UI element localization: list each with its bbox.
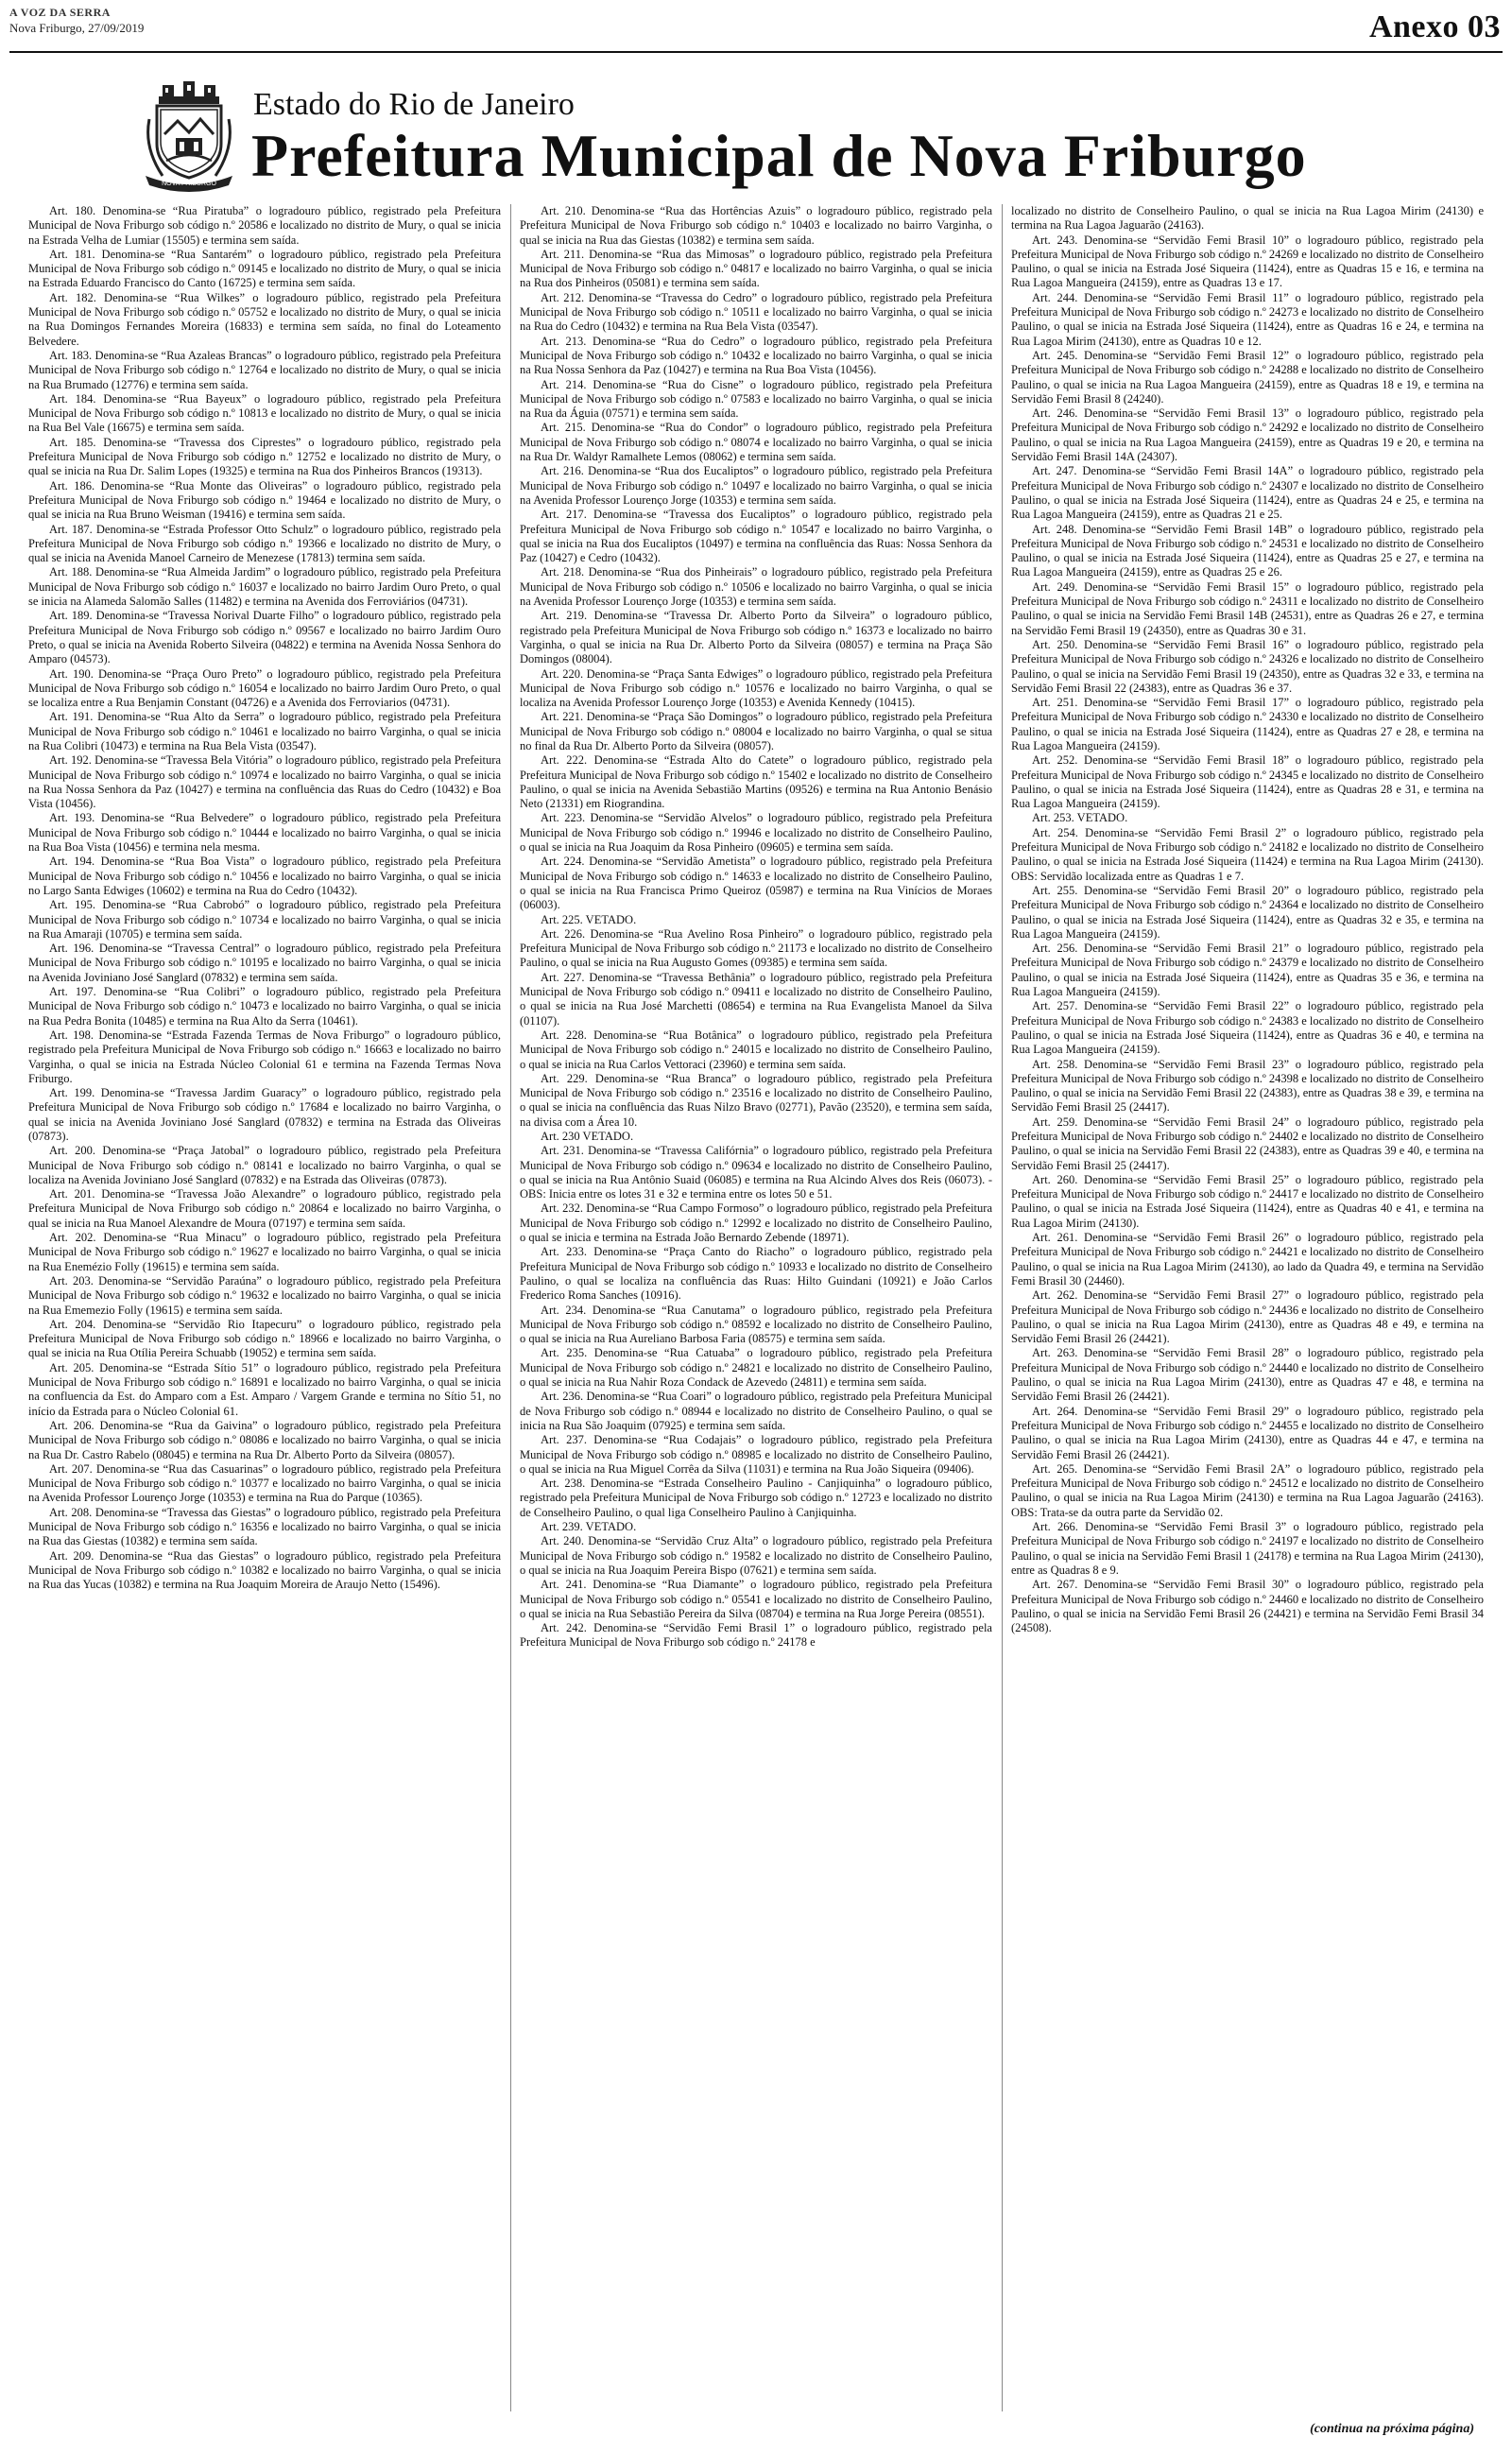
article-paragraph: Art. 183. Denomina-se “Rua Azaleas Brancas” o logradouro público, registrado pela Prefeitura Municipal de Nova Friburgo sob código n.º 12764 e localizado no distrito de Mury, o qual se inicia na Rua Brumado (12776) e termina sem saída. [28,348,501,391]
article-paragraph: Art. 267. Denomina-se “Servidão Femi Brasil 30” o logradouro público, registrado pela Prefeitura Municipal de Nova Friburgo sob código n.º 24460 e localizado no distrito de Conselheiro Paulino, o qual se inicia na Servidão Femi Brasil 26 (24421) e termina na Servidão Femi Brasil 34 (24508). [1011,1578,1484,1635]
article-paragraph: Art. 205. Denomina-se “Estrada Sítio 51” o logradouro público, registrado pela Prefeitura Municipal de Nova Friburgo sob código n.º 16891 e localizado no bairro Varginha, o qual se inicia na confluencia da Est. do Amparo com a Est. Amparo / Vargem Grande e termina no Sítio 51, no início da Estrada para o Núcleo Colonial 61. [28,1360,501,1418]
article-paragraph: Art. 247. Denomina-se “Servidão Femi Brasil 14A” o logradouro público, registrado pela Prefeitura Municipal de Nova Friburgo sob código n.º 24307 e localizado no distrito de Conselheiro Paulino, o qual se inicia na Estrada José Siqueira (11424), entre as Quadras 24 e 25, e termina na Rua Lagoa Mangueira (24159), entre as Quadras 21 e 25. [1011,464,1484,522]
article-paragraph: Art. 202. Denomina-se “Rua Minacu” o logradouro público, registrado pela Prefeitura Municipal de Nova Friburgo sob código n.º 19627 e localizado no bairro Varginha, o qual se inicia na Rua Enemézio Folly (19615) e termina sem saída. [28,1231,501,1273]
article-paragraph: Art. 193. Denomina-se “Rua Belvedere” o logradouro público, registrado pela Prefeitura Municipal de Nova Friburgo sob código n.º 10444 e localizado no bairro Varginha, o qual se inicia na Rua Boa Vista (10456) e termina nela mesma. [28,811,501,855]
article-paragraph: Art. 194. Denomina-se “Rua Boa Vista” o logradouro público, registrado pela Prefeitura Municipal de Nova Friburgo sob código n.º 10456 e localizado no bairro Varginha, o qual se inicia no Largo Santa Edwiges (10602) e termina na Rua do Cedro (10432). [28,855,501,897]
article-paragraph: Art. 185. Denomina-se “Travessa dos Ciprestes” o logradouro público, registrado pela Prefeitura Municipal de Nova Friburgo sob código n.º 12752 e localizado no distrito de Mury, o qual se inicia na Rua Dr. Salim Lopes (19325) e termina na Rua dos Pinheiros Brancos (19313). [28,435,501,478]
text-column-3 [1011,204,1484,2416]
article-columns [28,204,1484,2416]
article-paragraph: Art. 249. Denomina-se “Servidão Femi Brasil 15” o logradouro público, registrado pela Prefeitura Municipal de Nova Friburgo sob código n.º 24311 e localizado no distrito de Conselheiro Paulino, o qual se inicia na Servidão Femi Brasil 14B (24531), entre as Quadras 26 e 27, e termina na Servidão Femi Brasil 19 (24350), entre as Quadras 30 e 31. [1011,579,1484,637]
article-paragraph: Art. 225. VETADO. [541,912,637,926]
newspaper-name: A VOZ DA SERRA [9,6,111,19]
article-paragraph: Art. 211. Denomina-se “Rua das Mimosas” o logradouro público, registrado pela Prefeitura Municipal de Nova Friburgo sob código n.º 04817 e localizado no bairro Varginha, o qual se inicia na Rua dos Pinheiros (05081) e termina sem saída. [520,247,992,290]
article-paragraph: Art. 230 VETADO. [541,1130,634,1143]
article-paragraph: Art. 186. Denomina-se “Rua Monte das Oliveiras” o logradouro público, registrado pela Prefeitura Municipal de Nova Friburgo sob código n.º 19464 e localizado no distrito de Mury, o qual se inicia na Rua Bruno Weisman (19416) e termina sem saída. [28,478,501,522]
continued-note: (continua na próxima página) [1310,2422,1474,2436]
article-paragraph: Art. 252. Denomina-se “Servidão Femi Brasil 18” o logradouro público, registrado pela Prefeitura Municipal de Nova Friburgo sob código n.º 24345 e localizado no distrito de Conselheiro Paulino, o qual se inicia na Estrada José Siqueira (11424), entre as Quadras 28 e 31, e termina na Rua Lagoa Mangueira (24159). [1011,753,1484,811]
state-name: Estado do Rio de Janeiro [253,87,575,122]
article-paragraph: Art. 209. Denomina-se “Rua das Giestas” o logradouro público, registrado pela Prefeitura Municipal de Nova Friburgo sob código n.º 10382 e localizado no bairro Varginha, o qual se inicia na Rua das Yucas (10382) e termina na Rua Joaquim Moreira de Araujo Netto (15496). [28,1548,501,1592]
article-paragraph: Art. 261. Denomina-se “Servidão Femi Brasil 26” o logradouro público, registrado pela Prefeitura Municipal de Nova Friburgo sob código n.º 24421 e localizado no distrito de Conselheiro Paulino, o qual se inicia na Rua Lagoa Mirim (24130), ao lado da Quadra 49, e termina na Servidão Femi Brasil 30 (24460). [1011,1231,1484,1287]
article-paragraph: Art. 198. Denomina-se “Estrada Fazenda Termas de Nova Friburgo” o logradouro público, registrado pela Prefeitura Municipal de Nova Friburgo sob código n.º 16663 e localizado no bairro Varginha, o qual se inicia na Estrada Núcleo Colonial 61 e termina na Fazenda Termas Nova Friburgo. [28,1028,501,1085]
article-paragraph: Art. 215. Denomina-se “Rua do Condor” o logradouro público, registrado pela Prefeitura Municipal de Nova Friburgo sob código n.º 08074 e localizado no bairro Varginha, o qual se inicia na Rua Dr. Waldyr Ramalhete Lemos (08062) e termina sem saída. [520,421,992,464]
article-paragraph: Art. 221. Denomina-se “Praça São Domingos” o logradouro público, registrado pela Prefeitura Municipal de Nova Friburgo sob código n.º 08004 e localizado no bairro Varginha, o qual se situa no final da Rua Dr. Alberto Porto da Silveira (08057). [520,710,992,752]
article-paragraph: Art. 232. Denomina-se “Rua Campo Formoso” o logradouro público, registrado pela Prefeitura Municipal de Nova Friburgo sob código n.º 12992 e localizado no distrito de Conselheiro Paulino, o qual se inicia e termina na Estrada João Bernardo Zebende (18971). [520,1201,992,1245]
article-paragraph: Art. 255. Denomina-se “Servidão Femi Brasil 20” o logradouro público, registrado pela Prefeitura Municipal de Nova Friburgo sob código n.º 24364 e localizado no distrito de Conselheiro Paulino, o qual se inicia na Estrada José Siqueira (11424), entre as Quadras 32 e 35, e termina na Rua Lagoa Mangueira (24159). [1011,883,1484,941]
annex-label: Anexo 03 [1368,9,1501,44]
article-paragraph: Art. 257. Denomina-se “Servidão Femi Brasil 22” o logradouro público, registrado pela Prefeitura Municipal de Nova Friburgo sob código n.º 24383 e localizado no distrito de Conselheiro Paulino, o qual se inicia na Estrada José Siqueira (11424), entre as Quadras 36 e 40, e termina na Rua Lagoa Mangueira (24159). [1011,999,1484,1057]
article-paragraph: Art. 219. Denomina-se “Travessa Dr. Alberto Porto da Silveira” o logradouro público, registrado pela Prefeitura Municipal de Nova Friburgo sob código n.º 16373 e localizado no bairro Varginha, o qual se inicia na Rua Dr. Alberto Porto da Silveira (08057) e termina na Praça São Domingos (08004). [520,609,992,666]
edition-date: Nova Friburgo, 27/09/2019 [9,21,145,35]
article-paragraph: Art. 248. Denomina-se “Servidão Femi Brasil 14B” o logradouro público, registrado pela Prefeitura Municipal de Nova Friburgo sob código n.º 24531 e localizado no distrito de Conselheiro Paulino, o qual se inicia na Estrada José Siqueira (11424), entre as Quadras 25 e 27, e termina na Rua Lagoa Mangueira (24159), entre as Quadras 25 e 26. [1011,522,1484,579]
article-paragraph: Art. 191. Denomina-se “Rua Alto da Serra” o logradouro público, registrado pela Prefeitura Municipal de Nova Friburgo sob código n.º 10461 e localizado no bairro Varginha, o qual se inicia na Rua Colibri (10473) e termina na Rua Bela Vista (03547). [28,710,501,752]
article-paragraph: Art. 212. Denomina-se “Travessa do Cedro” o logradouro público, registrado pela Prefeitura Municipal de Nova Friburgo sob código n.º 10511 e localizado no bairro Varginha, o qual se inicia na Rua do Cedro (10432) e termina na Rua Bela Vista (03547). [520,290,992,334]
article-paragraph: Art. 263. Denomina-se “Servidão Femi Brasil 28” o logradouro público, registrado pela Prefeitura Municipal de Nova Friburgo sob código n.º 24440 e localizado no distrito de Conselheiro Paulino, o qual se inicia na Rua Lagoa Mirim (24130), entre as Quadras 47 e 48, e termina na Servidão Femi Brasil 26 (24421). [1011,1346,1484,1404]
article-paragraph: Art. 188. Denomina-se “Rua Almeida Jardim” o logradouro público, registrado pela Prefeitura Municipal de Nova Friburgo sob código n.º 16037 e localizado no bairro Jardim Ouro Preto, o qual se inicia na Alameda Salomão Salles (11482) e termina na Avenida dos Ferroviários (04731). [28,565,501,609]
article-paragraph: Art. 189. Denomina-se “Travessa Norival Duarte Filho” o logradouro público, registrado pela Prefeitura Municipal de Nova Friburgo sob código n.º 09567 e localizado no bairro Jardim Ouro Preto, o qual se inicia na Avenida Roberto Silveira (04822) e termina na Avenida Nossa Senhora do Amparo (04573). [28,609,501,666]
article-paragraph: Art. 207. Denomina-se “Rua das Casuarinas” o logradouro público, registrado pela Prefeitura Municipal de Nova Friburgo sob código n.º 10377 e localizado no bairro Varginha, o qual se inicia na Avenida Professor Lourenço Jorge (10353) e termina na Rua do Parque (10365). [28,1461,501,1505]
article-paragraph: Art. 231. Denomina-se “Travessa Califórnia” o logradouro público, registrado pela Prefeitura Municipal de Nova Friburgo sob código n.º 09634 e localizado no distrito de Conselheiro Paulino, o qual se inicia na Rua Antônio Suaid (06085) e termina na Rua Alcindo Alves dos Reis (06073). - OBS: Inicia entre os lotes 31 e 32 e termina entre os lotes 50 e 51. [520,1144,992,1201]
article-paragraph: Art. 236. Denomina-se “Rua Coari” o logradouro público, registrado pela Prefeitura Municipal de Nova Friburgo sob código n.º 08944 e localizado no distrito de Conselheiro Paulino, o qual se inicia na Rua São Joaquim (07925) e termina sem saída. [520,1390,992,1432]
article-paragraph: Art. 260. Denomina-se “Servidão Femi Brasil 25” o logradouro público, registrado pela Prefeitura Municipal de Nova Friburgo sob código n.º 24417 e localizado no distrito de Conselheiro Paulino, o qual se inicia na Estrada José Siqueira (11424), entre as Quadras 40 e 41, e termina na Rua Lagoa Mirim (24130). [1011,1172,1484,1230]
page-title: Prefeitura Municipal de Nova Friburgo [251,122,1307,189]
article-paragraph: Art. 229. Denomina-se “Rua Branca” o logradouro público, registrado pela Prefeitura Municipal de Nova Friburgo sob código n.º 23516 e localizado no distrito de Conselheiro Paulino, o qual se inicia na confluência das Ruas Nilzo Bravo (02771), Pavão (23520), e termina sem saída, na divisa com a Área 10. [520,1071,992,1129]
article-paragraph: Art. 226. Denomina-se “Rua Avelino Rosa Pinheiro” o logradouro público, registrado pela Prefeitura Municipal de Nova Friburgo sob código n.º 21173 e localizado no distrito de Conselheiro Paulino, o qual se inicia na Rua Augusto Gomes (09385) e termina sem saída. [520,926,992,970]
masthead [142,76,1370,199]
article-paragraph: Art. 224. Denomina-se “Servidão Ametista” o logradouro público, registrado pela Prefeitura Municipal de Nova Friburgo sob código n.º 14633 e localizado no distrito de Conselheiro Paulino, o qual se inicia na Rua Francisca Primo Queiroz (05987) e termina na Rua Vinícios de Moraes (06003). [520,855,992,912]
article-paragraph: Art. 203. Denomina-se “Servidão Paraúna” o logradouro público, registrado pela Prefeitura Municipal de Nova Friburgo sob código n.º 19632 e localizado no bairro Varginha, o qual se inicia na Rua Ememezio Folly (19615) e termina sem saída. [28,1273,501,1317]
article-paragraph: Art. 233. Denomina-se “Praça Canto do Riacho” o logradouro público, registrado pela Prefeitura Municipal de Nova Friburgo sob código n.º 10933 e localizado no distrito de Conselheiro Paulino, o qual se localiza na confluência das Ruas: Hilto Guindani (10921) e João Carlos Frederico Roma Sanches (10916). [520,1245,992,1303]
article-paragraph: Art. 234. Denomina-se “Rua Canutama” o logradouro público, registrado pela Prefeitura Municipal de Nova Friburgo sob código n.º 08592 e localizado no distrito de Conselheiro Paulino, o qual se inicia na Rua Aureliano Barbosa Faria (08575) e termina sem saída. [520,1303,992,1346]
article-paragraph: Art. 201. Denomina-se “Travessa João Alexandre” o logradouro público, registrado pela Prefeitura Municipal de Nova Friburgo sob código n.º 20864 e localizado no bairro Varginha, o qual se inicia na Rua Manoel Alexandre de Moura (07197) e termina sem saída. [28,1187,501,1230]
article-paragraph: Art. 190. Denomina-se “Praça Ouro Preto” o logradouro público, registrado pela Prefeitura Municipal de Nova Friburgo sob código n.º 16054 e localizado no bairro Jardim Ouro Preto, o qual se localiza entre a Rua Benjamin Constant (04726) e a Avenida dos Ferroviarios (04731). [28,666,501,710]
article-paragraph: Art. 264. Denomina-se “Servidão Femi Brasil 29” o logradouro público, registrado pela Prefeitura Municipal de Nova Friburgo sob código n.º 24455 e localizado no distrito de Conselheiro Paulino, o qual se inicia na Rua Lagoa Mirim (24130), entre as Quadras 44 e 47, e termina na Servidão Femi Brasil 26 (24421). [1011,1404,1484,1461]
article-paragraph: Art. 250. Denomina-se “Servidão Femi Brasil 16” o logradouro público, registrado pela Prefeitura Municipal de Nova Friburgo sob código n.º 24326 e localizado no distrito de Conselheiro Paulino, o qual se inicia na Servidão Femi Brasil 19 (24350), entre as Quadras 32 e 33, e termina na Servidão Femi Brasil 22 (24383), entre as Quadras 36 e 37. [1011,637,1484,695]
text-column-1 [28,204,501,2416]
article-paragraph: Art. 196. Denomina-se “Travessa Central” o logradouro público, registrado pela Prefeitura Municipal de Nova Friburgo sob código n.º 10195 e localizado no bairro Varginha, o qual se inicia na Avenida Joviniano José Sanglard (07832) e termina sem saída. [28,942,501,984]
article-paragraph: Art. 244. Denomina-se “Servidão Femi Brasil 11” o logradouro público, registrado pela Prefeitura Municipal de Nova Friburgo sob código n.º 24273 e localizado no distrito de Conselheiro Paulino, o qual se inicia na Estrada José Siqueira (11424), entre as Quadras 16 e 24, e termina na Rua Lagoa Mirim (24130), entre as Quadras 10 e 12. [1011,290,1484,348]
article-paragraph: Art. 204. Denomina-se “Servidão Rio Itapecuru” o logradouro público, registrado pela Prefeitura Municipal de Nova Friburgo sob código n.º 18966 e localizado no bairro Varginha, o qual se inicia na Rua Otília Pereira Schuabb (19052) e termina sem saída. [28,1317,501,1360]
article-paragraph: Art. 258. Denomina-se “Servidão Femi Brasil 23” o logradouro público, registrado pela Prefeitura Municipal de Nova Friburgo sob código n.º 24398 e localizado no distrito de Conselheiro Paulino, o qual se inicia na Servidão Femi Brasil 22 (24383), entre as Quadras 38 e 39, e termina na Servidão Femi Brasil 25 (24417). [1011,1057,1484,1115]
article-paragraph: Art. 206. Denomina-se “Rua da Gaivina” o logradouro público, registrado pela Prefeitura Municipal de Nova Friburgo sob código n.º 08086 e localizado no bairro Varginha, o qual se inicia na Rua Dr. Castro Rabelo (08045) e termina na Rua Dr. Alberto Porto da Silveira (08057). [28,1418,501,1461]
article-paragraph: Art. 246. Denomina-se “Servidão Femi Brasil 13” o logradouro público, registrado pela Prefeitura Municipal de Nova Friburgo sob código n.º 24292 e localizado no distrito de Conselheiro Paulino, o qual se inicia na Rua Lagoa Mangueira (24159), entre as Quadras 19 e 20, e termina na Servidão Femi Brasil 14A (24307). [1011,406,1484,464]
article-paragraph: Art. 223. Denomina-se “Servidão Alvelos” o logradouro público, registrado pela Prefeitura Municipal de Nova Friburgo sob código n.º 19946 e localizado no distrito de Conselheiro Paulino, o qual se inicia na Rua Joaquim da Rosa Pinheiro (09605) e termina sem saída. [520,811,992,855]
article-paragraph: Art. 259. Denomina-se “Servidão Femi Brasil 24” o logradouro público, registrado pela Prefeitura Municipal de Nova Friburgo sob código n.º 24402 e localizado no distrito de Conselheiro Paulino, o qual se inicia na Servidão Femi Brasil 22 (24383), entre as Quadras 39 e 40, e termina na Servidão Femi Brasil 25 (24417). [1011,1115,1484,1172]
article-paragraph: Art. 240. Denomina-se “Servidão Cruz Alta” o logradouro público, registrado pela Prefeitura Municipal de Nova Friburgo sob código n.º 19582 e localizado no distrito de Conselheiro Paulino, o qual se inicia na Rua Joaquim Pereira Bispo (07621) e termina sem saída. [520,1534,992,1577]
article-paragraph: Art. 241. Denomina-se “Rua Diamante” o logradouro público, registrado pela Prefeitura Municipal de Nova Friburgo sob código n.º 05541 e localizado no distrito de Conselheiro Paulino, o qual se inicia na Rua Sebastião Pereira da Silva (08704) e termina na Rua Jorge Pereira (08551). [520,1578,992,1620]
article-paragraph: Art. 243. Denomina-se “Servidão Femi Brasil 10” o logradouro público, registrado pela Prefeitura Municipal de Nova Friburgo sob código n.º 24269 e localizado no distrito de Conselheiro Paulino, o qual se inicia na Estrada José Siqueira (11424), entre as Quadras 15 e 16, e termina na Rua Lagoa Mangueira (24159), entre as Quadras 13 e 17. [1011,233,1484,290]
article-paragraph: Art. 256. Denomina-se “Servidão Femi Brasil 21” o logradouro público, registrado pela Prefeitura Municipal de Nova Friburgo sob código n.º 24379 e localizado no distrito de Conselheiro Paulino, o qual se inicia na Estrada José Siqueira (11424), entre as Quadras 35 e 36, e termina na Rua Lagoa Mangueira (24159). [1011,942,1484,999]
article-paragraph: Art. 182. Denomina-se “Rua Wilkes” o logradouro público, registrado pela Prefeitura Municipal de Nova Friburgo sob código n.º 05752 e localizado no distrito de Mury, o qual se inicia na Rua Domingos Fernandes Moreira (16833) e termina sem saída, no final do Loteamento Belvedere. [28,290,501,348]
article-paragraph: Art. 262. Denomina-se “Servidão Femi Brasil 27” o logradouro público, registrado pela Prefeitura Municipal de Nova Friburgo sob código n.º 24436 e localizado no distrito de Conselheiro Paulino, o qual se inicia na Rua Lagoa Mirim (24130), entre as Quadras 48 e 49, e termina na Servidão Femi Brasil 26 (24421). [1011,1288,1484,1346]
article-paragraph: Art. 235. Denomina-se “Rua Catuaba” o logradouro público, registrado pela Prefeitura Municipal de Nova Friburgo sob código n.º 24821 e localizado no distrito de Conselheiro Paulino, o qual se inicia na Rua Nahir Roza Condack de Azevedo (24811) e termina sem saída. [520,1346,992,1390]
article-paragraph: Art. 254. Denomina-se “Servidão Femi Brasil 2” o logradouro público, registrado pela Prefeitura Municipal de Nova Friburgo sob código n.º 24182 e localizado no distrito de Conselheiro Paulino, o qual se inicia na Estrada José Siqueira (11424) e termina na Rua Lagoa Mirim (24130). OBS: Servidão localizada entre as Quadras 1 e 7. [1011,825,1484,883]
article-paragraph: Art. 253. VETADO. [1032,811,1128,825]
article-paragraph: Art. 228. Denomina-se “Rua Botânica” o logradouro público, registrado pela Prefeitura Municipal de Nova Friburgo sob código n.º 24015 e localizado no distrito de Conselheiro Paulino, o qual se inicia na Rua Carlos Vettoraci (23960) e termina sem saída. [520,1028,992,1071]
article-paragraph: Art. 222. Denomina-se “Estrada Alto do Catete” o logradouro público, registrado pela Prefeitura Municipal de Nova Friburgo sob código n.º 15402 e localizado no distrito de Conselheiro Paulino, o qual se inicia na Avenida Sebastião Martins (09526) e termina na Rua Antonio Benásio Neto (21331) em Riograndina. [520,753,992,811]
article-paragraph: Art. 238. Denomina-se “Estrada Conselheiro Paulino - Canjiquinha” o logradouro público, registrado pela Prefeitura Municipal de Nova Friburgo sob código n.º 12723 e localizado no distrito de Conselheiro Paulino, o qual liga Conselheiro Paulino à Canjiquinha. [520,1477,992,1519]
page-header [9,4,1503,53]
article-paragraph: Art. 245. Denomina-se “Servidão Femi Brasil 12” o logradouro público, registrado pela Prefeitura Municipal de Nova Friburgo sob código n.º 24288 e localizado no distrito de Conselheiro Paulino, o qual se inicia na Rua Lagoa Mangueira (24159), entre as Quadras 18 e 19, e termina na Servidão Femi Brasil 8 (24240). [1011,348,1484,406]
article-paragraph: Art. 197. Denomina-se “Rua Colibri” o logradouro público, registrado pela Prefeitura Municipal de Nova Friburgo sob código n.º 10473 e localizado no bairro Varginha, o qual se inicia na Rua Pedra Bonita (10485) e termina na Rua Alto da Serra (10461). [28,985,501,1028]
article-paragraph: Art. 210. Denomina-se “Rua das Hortências Azuis” o logradouro público, registrado pela Prefeitura Municipal de Nova Friburgo sob código n.º 10403 e localizado no bairro Varginha, o qual se inicia na Rua das Giestas (10382) e termina sem saída. [520,204,992,247]
article-paragraph: localizado no distrito de Conselheiro Paulino, o qual se inicia na Rua Lagoa Mirim (24130) e termina na Rua Lagoa Jaguarão (24163). [1011,204,1484,233]
article-paragraph: Art. 213. Denomina-se “Rua do Cedro” o logradouro público, registrado pela Prefeitura Municipal de Nova Friburgo sob código n.º 10432 e localizado no bairro Varginha, o qual se inicia na Rua Nossa Senhora da Paz (10427) e termina na Rua Boa Vista (10456). [520,334,992,377]
article-paragraph: Art. 208. Denomina-se “Travessa das Giestas” o logradouro público, registrado pela Prefeitura Municipal de Nova Friburgo sob código n.º 16356 e localizado no bairro Varginha, o qual se inicia na Rua das Giestas (10382) e termina sem saída. [28,1505,501,1548]
municipal-coat-of-arms-icon [142,81,236,193]
article-paragraph: Art. 220. Denomina-se “Praça Santa Edwiges” o logradouro público, registrado pela Prefeitura Municipal de Nova Friburgo sob código n.º 10576 e localizado no bairro Varginha, o qual se localiza na Avenida Professor Lourenço Jorge (10353) e Avenida Kennedy (10415). [520,666,992,710]
article-paragraph: Art. 242. Denomina-se “Servidão Femi Brasil 1” o logradouro público, registrado pela Prefeitura Municipal de Nova Friburgo sob código n.º 24178 e [520,1621,992,1650]
article-paragraph: Art. 217. Denomina-se “Travessa dos Eucaliptos” o logradouro público, registrado pela Prefeitura Municipal de Nova Friburgo sob código n.º 10547 e localizado no bairro Varginha, o qual se inicia na Rua dos Eucaliptos (10497) e termina na confluência das Ruas: Nossa Senhora da Paz (10427) e Cedro (10432). [520,508,992,565]
article-paragraph: Art. 200. Denomina-se “Praça Jatobal” o logradouro público, registrado pela Prefeitura Municipal de Nova Friburgo sob código n.º 08141 e localizado no bairro Varginha, o qual se localiza na Avenida Joviniano José Sanglard (07832) e na Estrada das Oliveiras (07873). [28,1144,501,1186]
article-paragraph: Art. 181. Denomina-se “Rua Santarém” o logradouro público, registrado pela Prefeitura Municipal de Nova Friburgo sob código n.º 09145 e localizado no distrito de Mury, o qual se inicia na Estrada Eduardo Francisco do Canto (16725) e termina sem saída. [28,247,501,290]
article-paragraph: Art. 199. Denomina-se “Travessa Jardim Guaracy” o logradouro público, registrado pela Prefeitura Municipal de Nova Friburgo sob código n.º 17684 e localizado no bairro Varginha, o qual se inicia na Avenida Joviniano José Sanglard (07832) e termina na Estrada das Oliveiras (07873). [28,1086,501,1143]
article-paragraph: Art. 195. Denomina-se “Rua Cabrobó” o logradouro público, registrado pela Prefeitura Municipal de Nova Friburgo sob código n.º 10734 e localizado no bairro Varginha, o qual se inicia na Rua Amaraji (10705) e termina sem saída. [28,898,501,941]
article-paragraph: Art. 214. Denomina-se “Rua do Cisne” o logradouro público, registrado pela Prefeitura Municipal de Nova Friburgo sob código n.º 07583 e localizado no bairro Varginha, o qual se inicia na Rua da Águia (07571) e termina sem saída. [520,377,992,421]
article-paragraph: Art. 266. Denomina-se “Servidão Femi Brasil 3” o logradouro público, registrado pela Prefeitura Municipal de Nova Friburgo sob código n.º 24197 e localizado no distrito de Conselheiro Paulino, o qual se inicia na Servidão Femi Brasil 1 (24178) e termina na Rua Lagoa Mirim (24130), entre as Quadras 8 e 9. [1011,1520,1484,1577]
article-paragraph: Art. 216. Denomina-se “Rua dos Eucaliptos” o logradouro público, registrado pela Prefeitura Municipal de Nova Friburgo sob código n.º 10497 e localizado no bairro Varginha, o qual se inicia na Avenida Professor Lourenço Jorge (10353) e termina sem saída. [520,464,992,507]
article-paragraph: Art. 184. Denomina-se “Rua Bayeux” o logradouro público, registrado pela Prefeitura Municipal de Nova Friburgo sob código n.º 10813 e localizado no distrito de Mury, o qual se inicia na Rua Bel Vale (16675) e termina sem saída. [28,391,501,435]
article-paragraph: Art. 192. Denomina-se “Travessa Bela Vitória” o logradouro público, registrado pela Prefeitura Municipal de Nova Friburgo sob código n.º 10974 e localizado no bairro Varginha, o qual se inicia na Rua Nossa Senhora da Paz (10427) e termina na confluência das Ruas do Cedro (10432) e Boa Vista (10456). [28,753,501,811]
svg-text:NOVA FRIBURGO: NOVA FRIBURGO [162,181,216,187]
article-paragraph: Art. 239. VETADO. [541,1520,637,1534]
article-paragraph: Art. 187. Denomina-se “Estrada Professor Otto Schulz” o logradouro público, registrado pela Prefeitura Municipal de Nova Friburgo sob código n.º 19366 e localizado no distrito de Mury, o qual se inicia na Avenida Manoel Carneiro de Menezese (17813) termina sem saída. [28,522,501,565]
text-column-2 [520,204,992,2416]
article-paragraph: Art. 251. Denomina-se “Servidão Femi Brasil 17” o logradouro público, registrado pela Prefeitura Municipal de Nova Friburgo sob código n.º 24330 e localizado no distrito de Conselheiro Paulino, o qual se inicia na Estrada José Siqueira (11424), entre as Quadras 27 e 28, e termina na Rua Lagoa Mangueira (24159). [1011,696,1484,752]
article-paragraph: Art. 237. Denomina-se “Rua Codajais” o logradouro público, registrado pela Prefeitura Municipal de Nova Friburgo sob código n.º 08985 e localizado no distrito de Conselheiro Paulino, o qual se inicia na Rua Miguel Corrêa da Silva (11031) e termina na Rua João Siqueira (09406). [520,1433,992,1476]
article-paragraph: Art. 180. Denomina-se “Rua Piratuba” o logradouro público, registrado pela Prefeitura Municipal de Nova Friburgo sob código n.º 20586 e localizado no distrito de Mury, o qual se inicia na Estrada Velha de Lumiar (15505) e termina sem saída. [28,204,501,247]
article-paragraph: Art. 227. Denomina-se “Travessa Bethânia” o logradouro público, registrado pela Prefeitura Municipal de Nova Friburgo sob código n.º 09411 e localizado no distrito de Conselheiro Paulino, o qual se inicia na Rua José Marchetti (08654) e termina na Rua Evangelista Manoel da Silva (01107). [520,970,992,1028]
article-paragraph: Art. 218. Denomina-se “Rua dos Pinheirais” o logradouro público, registrado pela Prefeitura Municipal de Nova Friburgo sob código n.º 10506 e localizado no bairro Varginha, o qual se inicia na Avenida Professor Lourenço Jorge (10353) e termina sem saída. [520,565,992,609]
article-paragraph: Art. 265. Denomina-se “Servidão Femi Brasil 2A” o logradouro público, registrado pela Prefeitura Municipal de Nova Friburgo sob código n.º 24512 e localizado no distrito de Conselheiro Paulino, o qual se inicia na Rua Lagoa Mirim (24130) e termina na Rua Lagoa Jaguarão (24163). OBS: Trata-se da outra parte da Servidão 02. [1011,1461,1484,1519]
